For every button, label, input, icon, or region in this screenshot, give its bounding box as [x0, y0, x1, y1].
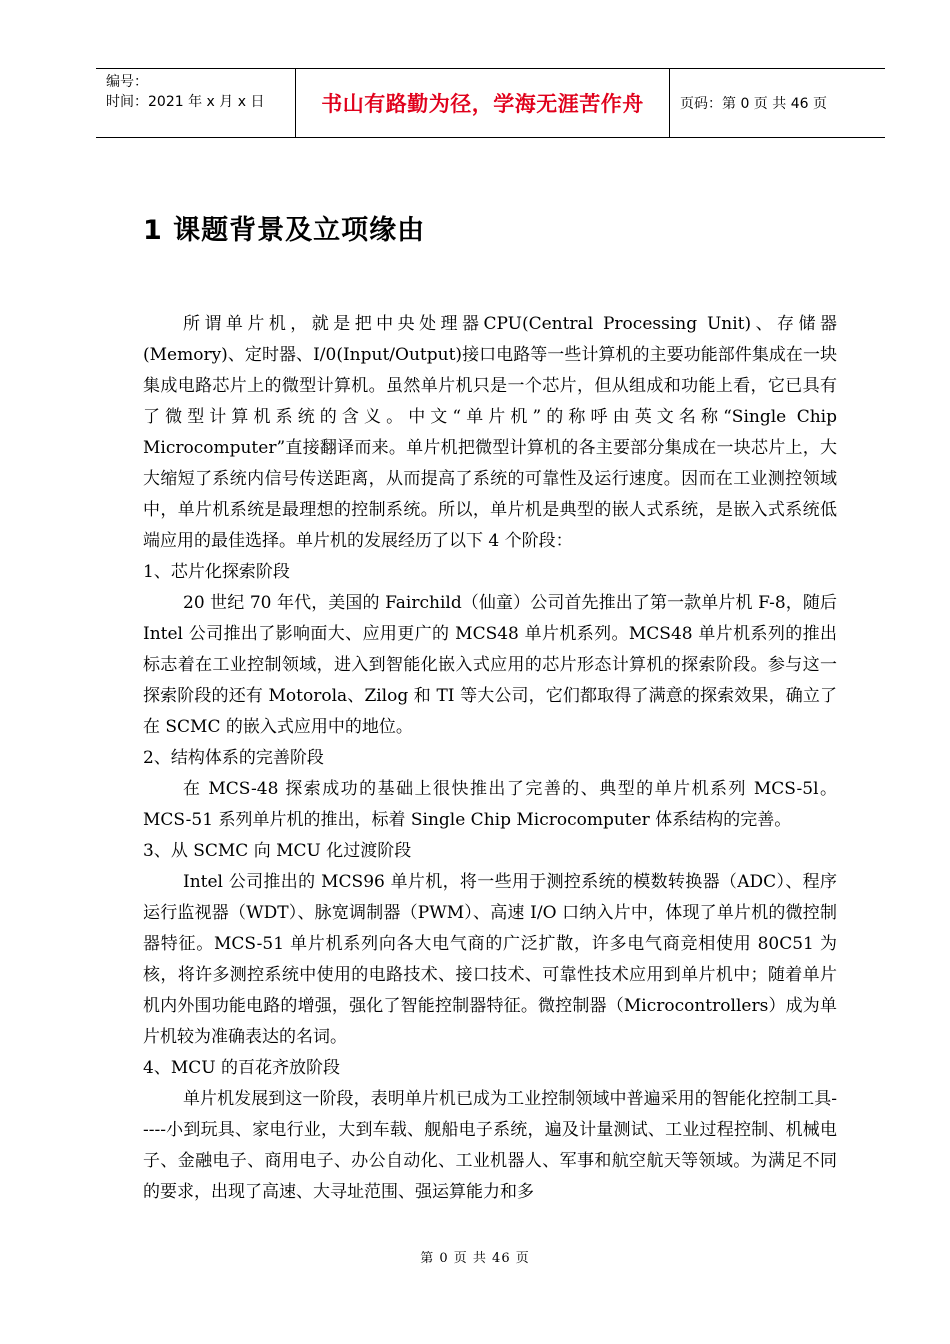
page-header: [96, 68, 885, 138]
body-text: [143, 309, 837, 1208]
stage-heading-1: 1、芯片化探索阶段: [143, 562, 290, 582]
motto-text: 书山有路勤为径，学海无涯苦作舟: [321, 92, 644, 116]
paragraph-stage-4: 单片机发展到这一阶段，表明单片机已成为工业控制领域中普遍采用的智能化控制工具-----小到玩具、家电行业，大到车载、舰船电子系统，遍及计量测试、工业过程控制、机械电子、金融电子、商用电子、办公自动化、工业机器人、军事和航空航天等领域。为满足不同的要求，出现了高速、大寻址范围、强运算能力和多: [143, 1089, 837, 1202]
paragraph-stage-1: 20 世纪 70 年代，美国的 Fairchild（仙童）公司首先推出了第一款单片机 F-8，随后 Intel 公司推出了影响面大、应用更广的 MCS48 单片机系列。MCS48 单片机系列的推出标志着在工业控制领域，进入到智能化嵌入式应用的芯片形态计算机的探索阶段。参与这一探索阶段的还有 Motorola、Zilog 和 TI 等大公司，它们都取得了满意的探索效果，确立了在 SCMC 的嵌入式应用中的地位。: [143, 593, 837, 737]
page-info: 页码：第 0 页 共 46 页: [680, 96, 827, 112]
paragraph-stage-2: 在 MCS-48 探索成功的基础上很快推出了完善的、典型的单片机系列 MCS-5l。MCS-51 系列单片机的推出，标着 Single Chip Microcomputer 体系结构的完善。: [143, 779, 837, 830]
header-page-cell: [670, 69, 885, 137]
paragraph-intro: 所谓单片机，就是把中央处理器CPU(Central Processing Unit)、存储器(Memory)、定时器、I/0(Input/Output)接口电路等一些计算机的主要功能部件集成在一块集成电路芯片上的微型计算机。虽然单片机只是一个芯片，但从组成和功能上看，它已具有了微型计算机系统的含义。中文“单片机”的称呼由英文名称“Single Chip Microcomputer”直接翻译而来。单片机把微型计算机的各主要部分集成在一块芯片上，大大缩短了系统内信号传送距离，从而提高了系统的可靠性及运行速度。因而在工业测控领域中，单片机系统是最理想的控制系统。所以，单片机是典型的嵌人式系统，是嵌入式系统低端应用的最佳选择。单片机的发展经历了以下 4 个阶段：: [143, 314, 837, 551]
stage-heading-3: 3、从 SCMC 向 MCU 化过渡阶段: [143, 841, 412, 861]
header-meta: [96, 69, 296, 137]
stage-heading-2: 2、结构体系的完善阶段: [143, 748, 324, 768]
stage-heading-4: 4、MCU 的百花齐放阶段: [143, 1058, 340, 1078]
page-footer: 第 0 页 共 46 页: [420, 1251, 530, 1266]
section-title: 1 课题背景及立项缘由: [143, 215, 426, 246]
time-label: 时间：2021 年 x 月 x 日: [106, 94, 265, 110]
number-label: 编号：: [106, 74, 148, 90]
paragraph-stage-3: Intel 公司推出的 MCS96 单片机，将一些用于测控系统的模数转换器（ADC）、程序运行监视器（WDT）、脉宽调制器（PWM）、高速 I/O 口纳入片中，体现了单片机的微控制器特征。MCS-51 单片机系列向各大电气商的广泛扩散，许多电气商竞相使用 80C51 为核，将许多测控系统中使用的电路技术、接口技术、可靠性技术应用到单片机中；随着单片机内外围功能电路的增强，强化了智能控制器特征。微控制器（Microcontrollers）成为单片机较为准确表达的名词。: [143, 872, 837, 1047]
header-motto-cell: [296, 69, 670, 137]
